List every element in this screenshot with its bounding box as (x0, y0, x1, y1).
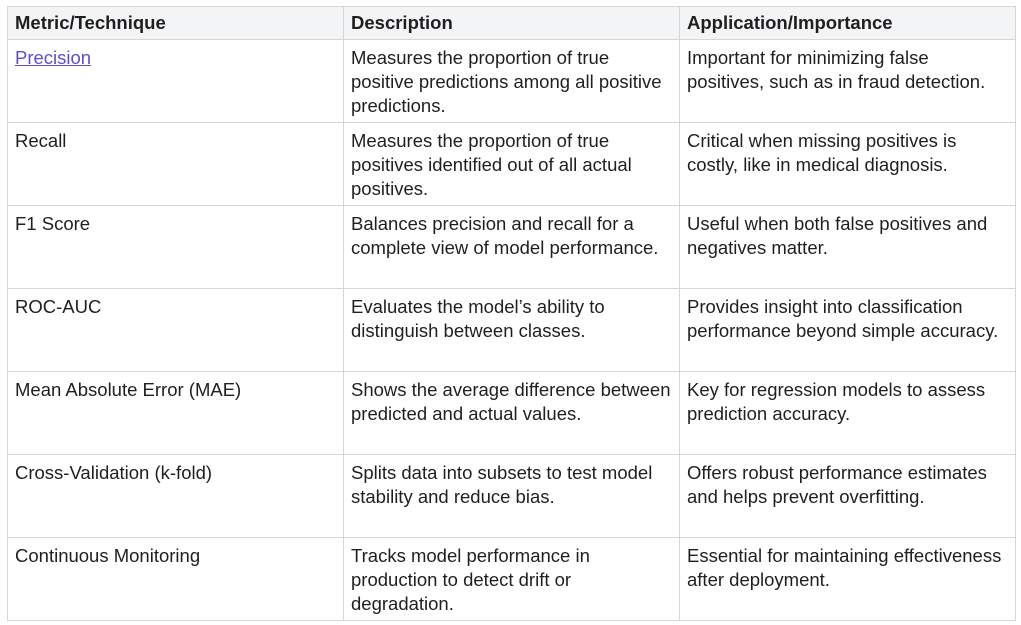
metric-cell: Continuous Monitoring (8, 538, 344, 621)
table-row (8, 40, 1016, 123)
header-description: Description (344, 7, 680, 40)
table-body (8, 40, 1016, 621)
application-cell: Useful when both false positives and negatives matter. (680, 206, 1016, 289)
application-cell: Critical when missing positives is costly, like in medical diagnosis. (680, 123, 1016, 206)
description-cell: Balances precision and recall for a complete view of model performance. (344, 206, 680, 289)
metric-link-precision[interactable]: Precision (15, 47, 92, 68)
description-cell: Measures the proportion of true positive predictions among all positive predictions. (344, 40, 680, 123)
metrics-table (7, 6, 1016, 621)
table-header (8, 7, 1016, 40)
metric-cell: F1 Score (8, 206, 344, 289)
description-cell: Evaluates the model’s ability to distinguish between classes. (344, 289, 680, 372)
description-cell: Shows the average difference between predicted and actual values. (344, 372, 680, 455)
table-row (8, 289, 1016, 372)
description-cell: Splits data into subsets to test model stability and reduce bias. (344, 455, 680, 538)
table-row (8, 455, 1016, 538)
table-row (8, 538, 1016, 621)
table-row (8, 123, 1016, 206)
application-cell: Key for regression models to assess prediction accuracy. (680, 372, 1016, 455)
header-row (8, 7, 1016, 40)
header-metric: Metric/Technique (8, 7, 344, 40)
metric-cell: Recall (8, 123, 344, 206)
table-row (8, 206, 1016, 289)
description-cell: Measures the proportion of true positives identified out of all actual positives. (344, 123, 680, 206)
description-cell: Tracks model performance in production to detect drift or degradation. (344, 538, 680, 621)
metric-cell: ROC-AUC (8, 289, 344, 372)
metric-cell (8, 40, 344, 123)
metrics-table-container (7, 6, 1015, 621)
metric-cell: Cross-Validation (k-fold) (8, 455, 344, 538)
application-cell: Provides insight into classification performance beyond simple accuracy. (680, 289, 1016, 372)
header-application: Application/Importance (680, 7, 1016, 40)
application-cell: Important for minimizing false positives, such as in fraud detection. (680, 40, 1016, 123)
application-cell: Offers robust performance estimates and helps prevent overfitting. (680, 455, 1016, 538)
metric-cell: Mean Absolute Error (MAE) (8, 372, 344, 455)
application-cell: Essential for maintaining effectiveness after deployment. (680, 538, 1016, 621)
table-row (8, 372, 1016, 455)
